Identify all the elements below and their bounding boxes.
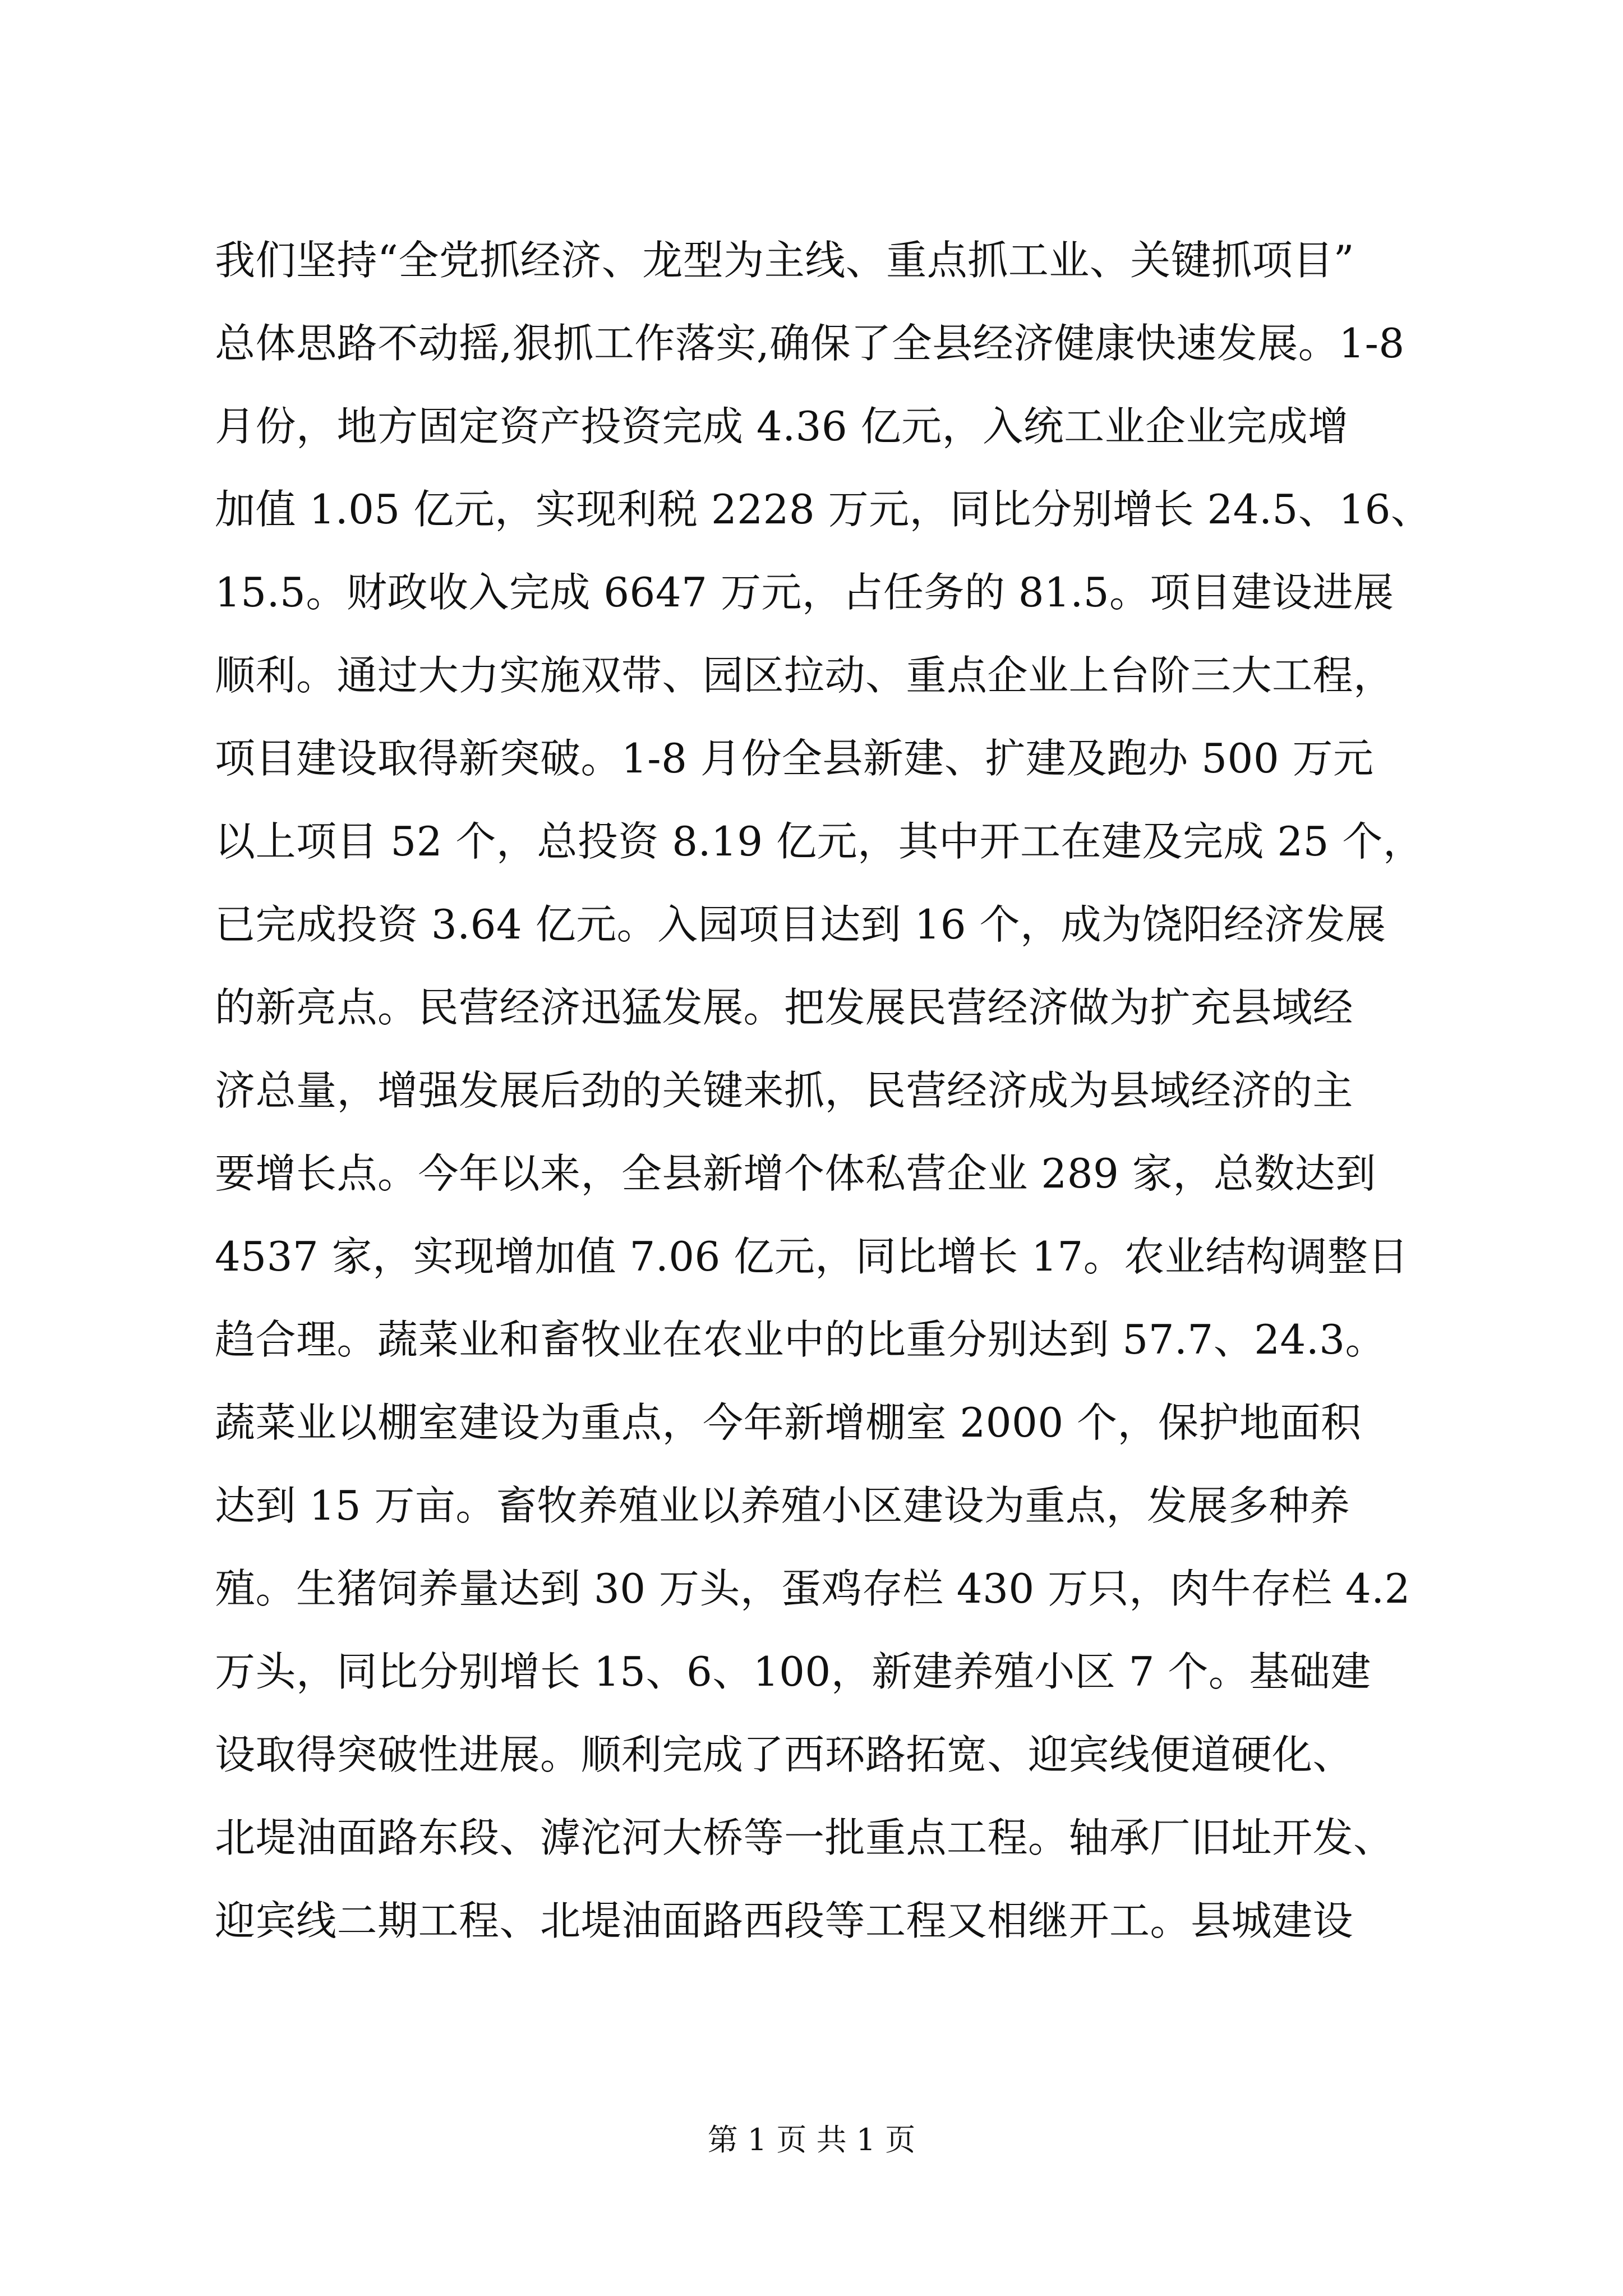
text-line: 蔬菜业以棚室建设为重点，今年新增棚室 2000 个，保护地面积 (215, 1399, 1362, 1446)
text-line: 4537 家，实现增加值 7.06 亿元，同比增长 17。农业结构调整日 (215, 1233, 1409, 1280)
text-line: 加值 1.05 亿元，实现利税 2228 万元，同比分别增长 24.5、16、 (215, 486, 1432, 533)
text-line: 万头，同比分别增长 15、6、100，新建养殖小区 7 个。基础建 (215, 1648, 1371, 1695)
text-line: 北堤油面路东段、滹沱河大桥等一批重点工程。轴承厂旧址开发、 (215, 1814, 1394, 1861)
text-line: 我们坚持“全党抓经济、龙型为主线、重点抓工业、关键抓项目” (215, 237, 1355, 284)
body-text (215, 219, 1432, 1962)
text-line: 济总量，增强发展后劲的关键来抓，民营经济成为县域经济的主 (215, 1067, 1354, 1114)
text-line: 设取得突破性进展。顺利完成了西环路拓宽、迎宾线便道硬化、 (215, 1731, 1354, 1778)
text-line: 要增长点。今年以来，全县新增个体私营企业 289 家，总数达到 (215, 1150, 1376, 1197)
text-line: 月份，地方固定资产投资完成 4.36 亿元，入统工业企业完成增 (215, 403, 1349, 450)
text-line: 项目建设取得新突破。1-8 月份全县新建、扩建及跑办 500 万元 (215, 735, 1374, 782)
text-line: 以上项目 52 个，总投资 8.19 亿元，其中开工在建及完成 25 个， (215, 818, 1424, 865)
text-line: 趋合理。蔬菜业和畜牧业在农业中的比重分别达到 57.7、24.3。 (215, 1316, 1386, 1363)
text-line: 已完成投资 3.64 亿元。入园项目达到 16 个，成为饶阳经济发展 (215, 901, 1386, 948)
text-line: 达到 15 万亩。畜牧养殖业以养殖小区建设为重点，发展多种养 (215, 1482, 1350, 1529)
text-line: 顺利。通过大力实施双带、园区拉动、重点企业上台阶三大工程， (215, 652, 1394, 699)
text-line: 迎宾线二期工程、北堤油面路西段等工程又相继开工。县城建设 (215, 1897, 1354, 1944)
text-line: 15.5。财政收入完成 6647 万元，占任务的 81.5。项目建设进展 (215, 569, 1394, 616)
text-line: 的新亮点。民营经济迅猛发展。把发展民营经济做为扩充县域经 (215, 984, 1354, 1031)
page-footer: 第 1 页 共 1 页 (707, 2122, 916, 2157)
text-line: 总体思路不动摇,狠抓工作落实,确保了全县经济健康快速发展。1-8 (215, 320, 1405, 367)
text-line: 殖。生猪饲养量达到 30 万头，蛋鸡存栏 430 万只，肉牛存栏 4.2 (215, 1565, 1410, 1612)
